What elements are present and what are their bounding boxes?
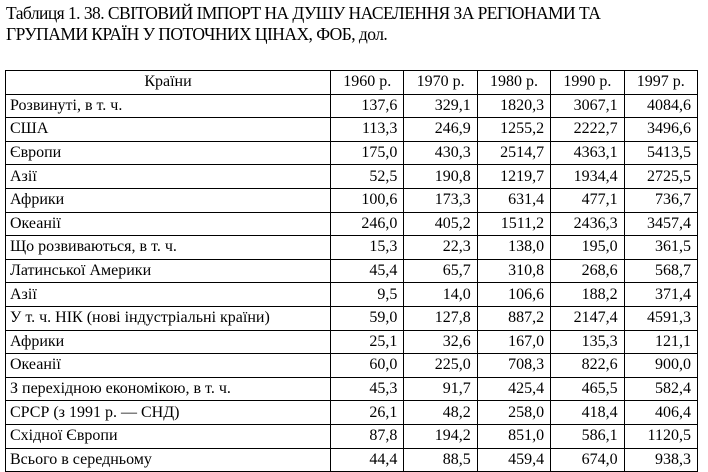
row-label: Всього в середньому <box>6 448 331 472</box>
value-cell: 167,0 <box>477 330 550 354</box>
row-label: Розвинуті, в т. ч. <box>6 94 331 118</box>
value-cell: 52,5 <box>331 165 404 189</box>
row-label: Африки <box>6 330 331 354</box>
row-label: Океанії <box>6 212 331 236</box>
row-label: Східної Європи <box>6 424 331 448</box>
value-cell: 15,3 <box>331 236 404 260</box>
value-cell: 258,0 <box>477 401 550 425</box>
value-cell: 568,7 <box>624 259 697 283</box>
table-row <box>6 94 698 118</box>
value-cell: 121,1 <box>624 330 697 354</box>
table-body <box>6 94 698 472</box>
value-cell: 45,4 <box>331 259 404 283</box>
column-header-1997: 1997 р. <box>624 71 697 95</box>
value-cell: 225,0 <box>404 354 477 378</box>
value-cell: 477,1 <box>551 188 624 212</box>
value-cell: 1934,4 <box>551 165 624 189</box>
value-cell: 1511,2 <box>477 212 550 236</box>
value-cell: 371,4 <box>624 283 697 307</box>
table-row <box>6 141 698 165</box>
value-cell: 246,0 <box>331 212 404 236</box>
table-row <box>6 283 698 307</box>
value-cell: 91,7 <box>404 377 477 401</box>
value-cell: 25,1 <box>331 330 404 354</box>
value-cell: 631,4 <box>477 188 550 212</box>
row-label: Африки <box>6 188 331 212</box>
value-cell: 1219,7 <box>477 165 550 189</box>
table-row <box>6 306 698 330</box>
value-cell: 2147,4 <box>551 306 624 330</box>
table-row <box>6 259 698 283</box>
table-row <box>6 354 698 378</box>
table-title <box>6 3 696 45</box>
row-label: Азії <box>6 283 331 307</box>
table-row <box>6 377 698 401</box>
value-cell: 195,0 <box>551 236 624 260</box>
row-label: США <box>6 118 331 142</box>
value-cell: 268,6 <box>551 259 624 283</box>
value-cell: 582,4 <box>624 377 697 401</box>
table-row <box>6 424 698 448</box>
value-cell: 127,8 <box>404 306 477 330</box>
value-cell: 137,6 <box>331 94 404 118</box>
column-header-1990: 1990 р. <box>551 71 624 95</box>
value-cell: 44,4 <box>331 448 404 472</box>
value-cell: 586,1 <box>551 424 624 448</box>
table-row <box>6 188 698 212</box>
value-cell: 310,8 <box>477 259 550 283</box>
value-cell: 4591,3 <box>624 306 697 330</box>
row-label: СРСР (з 1991 р. — СНД) <box>6 401 331 425</box>
row-label: У т. ч. НІК (нові індустріальні країни) <box>6 306 331 330</box>
value-cell: 405,2 <box>404 212 477 236</box>
table-title-line-2: ГРУПАМИ КРАЇН У ПОТОЧНИХ ЦІНАХ, ФОБ, дол. <box>6 24 388 44</box>
value-cell: 45,3 <box>331 377 404 401</box>
column-header-1980: 1980 р. <box>477 71 550 95</box>
table-row <box>6 212 698 236</box>
value-cell: 88,5 <box>404 448 477 472</box>
row-label: Латинської Америки <box>6 259 331 283</box>
value-cell: 9,5 <box>331 283 404 307</box>
value-cell: 26,1 <box>331 401 404 425</box>
value-cell: 32,6 <box>404 330 477 354</box>
value-cell: 246,9 <box>404 118 477 142</box>
value-cell: 418,4 <box>551 401 624 425</box>
value-cell: 135,3 <box>551 330 624 354</box>
value-cell: 65,7 <box>404 259 477 283</box>
value-cell: 175,0 <box>331 141 404 165</box>
table-row <box>6 236 698 260</box>
value-cell: 851,0 <box>477 424 550 448</box>
value-cell: 2222,7 <box>551 118 624 142</box>
value-cell: 14,0 <box>404 283 477 307</box>
value-cell: 674,0 <box>551 448 624 472</box>
value-cell: 173,3 <box>404 188 477 212</box>
value-cell: 736,7 <box>624 188 697 212</box>
value-cell: 59,0 <box>331 306 404 330</box>
table-row <box>6 401 698 425</box>
value-cell: 1820,3 <box>477 94 550 118</box>
import-per-capita-table <box>5 70 698 472</box>
value-cell: 4363,1 <box>551 141 624 165</box>
value-cell: 100,6 <box>331 188 404 212</box>
table-row <box>6 165 698 189</box>
value-cell: 900,0 <box>624 354 697 378</box>
value-cell: 3067,1 <box>551 94 624 118</box>
value-cell: 106,6 <box>477 283 550 307</box>
value-cell: 22,3 <box>404 236 477 260</box>
row-label: З перехідною економікою, в т. ч. <box>6 377 331 401</box>
value-cell: 425,4 <box>477 377 550 401</box>
row-label: Азії <box>6 165 331 189</box>
row-label: Океанії <box>6 354 331 378</box>
value-cell: 361,5 <box>624 236 697 260</box>
value-cell: 1120,5 <box>624 424 697 448</box>
row-label: Європи <box>6 141 331 165</box>
value-cell: 87,8 <box>331 424 404 448</box>
column-header-1970: 1970 р. <box>404 71 477 95</box>
value-cell: 60,0 <box>331 354 404 378</box>
value-cell: 1255,2 <box>477 118 550 142</box>
value-cell: 2514,7 <box>477 141 550 165</box>
table-row <box>6 448 698 472</box>
value-cell: 822,6 <box>551 354 624 378</box>
row-label: Що розвиваються, в т. ч. <box>6 236 331 260</box>
table-row <box>6 330 698 354</box>
value-cell: 430,3 <box>404 141 477 165</box>
value-cell: 4084,6 <box>624 94 697 118</box>
value-cell: 3496,6 <box>624 118 697 142</box>
value-cell: 113,3 <box>331 118 404 142</box>
table-header-row <box>6 71 698 95</box>
value-cell: 2436,3 <box>551 212 624 236</box>
table-row <box>6 118 698 142</box>
value-cell: 329,1 <box>404 94 477 118</box>
table-title-line-1: Таблиця 1. 38. СВІТОВИЙ ІМПОРТ НА ДУШУ НАСЕЛЕННЯ ЗА РЕГІОНАМИ ТА <box>6 3 601 23</box>
value-cell: 190,8 <box>404 165 477 189</box>
value-cell: 5413,5 <box>624 141 697 165</box>
value-cell: 188,2 <box>551 283 624 307</box>
value-cell: 2725,5 <box>624 165 697 189</box>
column-header-countries: Країни <box>6 71 331 95</box>
value-cell: 194,2 <box>404 424 477 448</box>
value-cell: 406,4 <box>624 401 697 425</box>
value-cell: 708,3 <box>477 354 550 378</box>
value-cell: 465,5 <box>551 377 624 401</box>
value-cell: 138,0 <box>477 236 550 260</box>
value-cell: 938,3 <box>624 448 697 472</box>
value-cell: 887,2 <box>477 306 550 330</box>
value-cell: 48,2 <box>404 401 477 425</box>
column-header-1960: 1960 р. <box>331 71 404 95</box>
value-cell: 3457,4 <box>624 212 697 236</box>
value-cell: 459,4 <box>477 448 550 472</box>
